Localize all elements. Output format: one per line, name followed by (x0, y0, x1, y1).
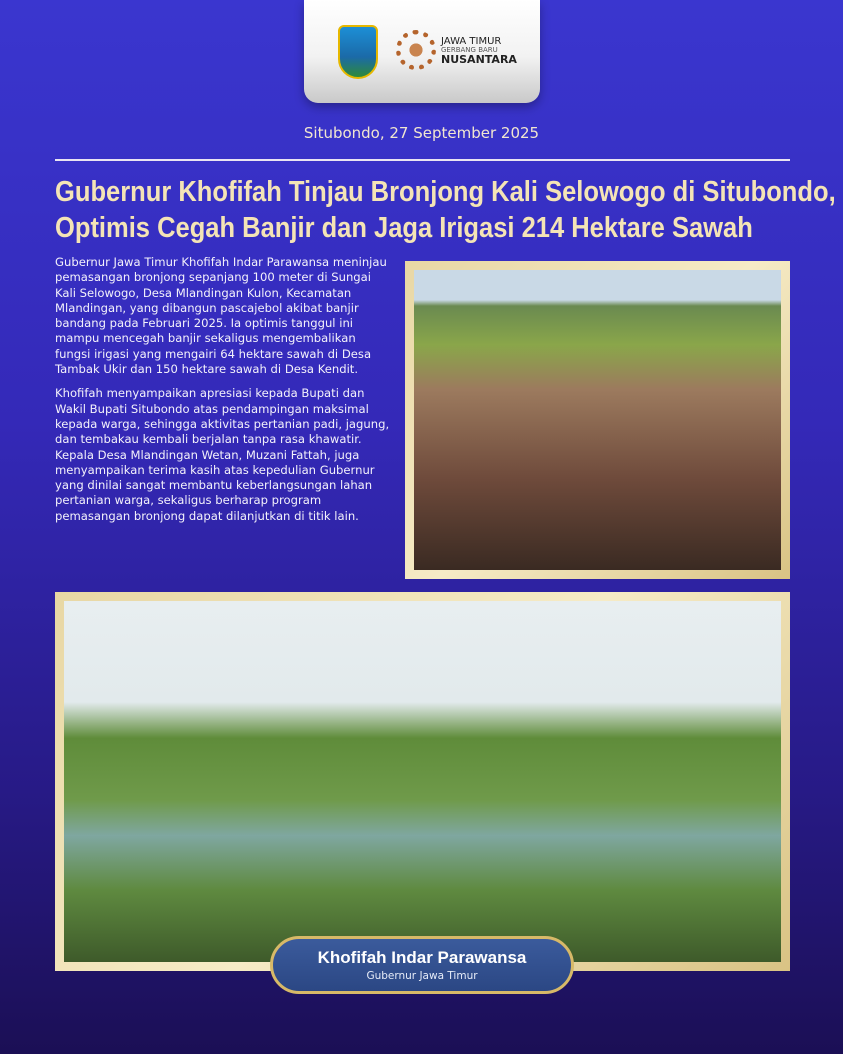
logo-header (304, 0, 540, 103)
paragraph: Khofifah menyampaikan apresiasi kepada Bupati dan Wakil Bupati Situbondo atas pendampingan maksimal kepada warga, sehingga aktivitas pertanian padi, jagung, dan tembakau kembali berjalan tanpa rasa khawatir. Kepala Desa Mlandingan Wetan, Muzani Fattah, juga menyampaikan terima kasih atas kepedulian Gubernur yang dinilai sangat membantu keberlangsungan lahan pertanian warga, sekaligus berharap program pemasangan bronjong dapat dilanjutkan di titik lain. (55, 386, 390, 523)
headline (55, 174, 836, 246)
badge-role: Gubernur Jawa Timur (366, 970, 478, 982)
photo-frame-bottom (55, 592, 790, 971)
gerbang-baru-emblem-icon (396, 30, 436, 70)
name-badge (270, 936, 574, 994)
article-body (55, 255, 390, 533)
headline-line-2: Optimis Cegah Banjir dan Jaga Irigasi 214 Hektare Sawah (55, 212, 753, 244)
brand-line-2: GERBANG BARU (441, 46, 498, 54)
photo-river-inspection (64, 601, 781, 962)
brand-line-1: JAWA TIMUR (441, 36, 502, 47)
photo-frame-top (405, 261, 790, 579)
brand-line-3: NUSANTARA (441, 53, 517, 66)
brand-logo-text (441, 37, 517, 65)
dateline: Situbondo, 27 September 2025 (303, 124, 540, 142)
divider (55, 159, 790, 161)
headline-line-1: Gubernur Khofifah Tinjau Bronjong Kali Selowogo di Situbondo, (55, 176, 836, 208)
jatim-crest-icon (338, 25, 378, 79)
paragraph: Gubernur Jawa Timur Khofifah Indar Parawansa meninjau pemasangan bronjong sepanjang 100 meter di Sungai Kali Selowogo, Desa Mlandingan Kulon, Kecamatan Mlandingan, yang dibangun pascajebol akibat banjir bandang pada Februari 2025. Ia optimis tanggul ini mampu mencegah banjir sekaligus mengembalikan fungsi irigasi yang mengairi 64 hektare sawah di Desa Tambak Ukir dan 150 hektare sawah di Desa Kendit. (55, 255, 387, 377)
badge-name: Khofifah Indar Parawansa (317, 948, 527, 967)
photo-governor-with-farmers (414, 270, 781, 570)
